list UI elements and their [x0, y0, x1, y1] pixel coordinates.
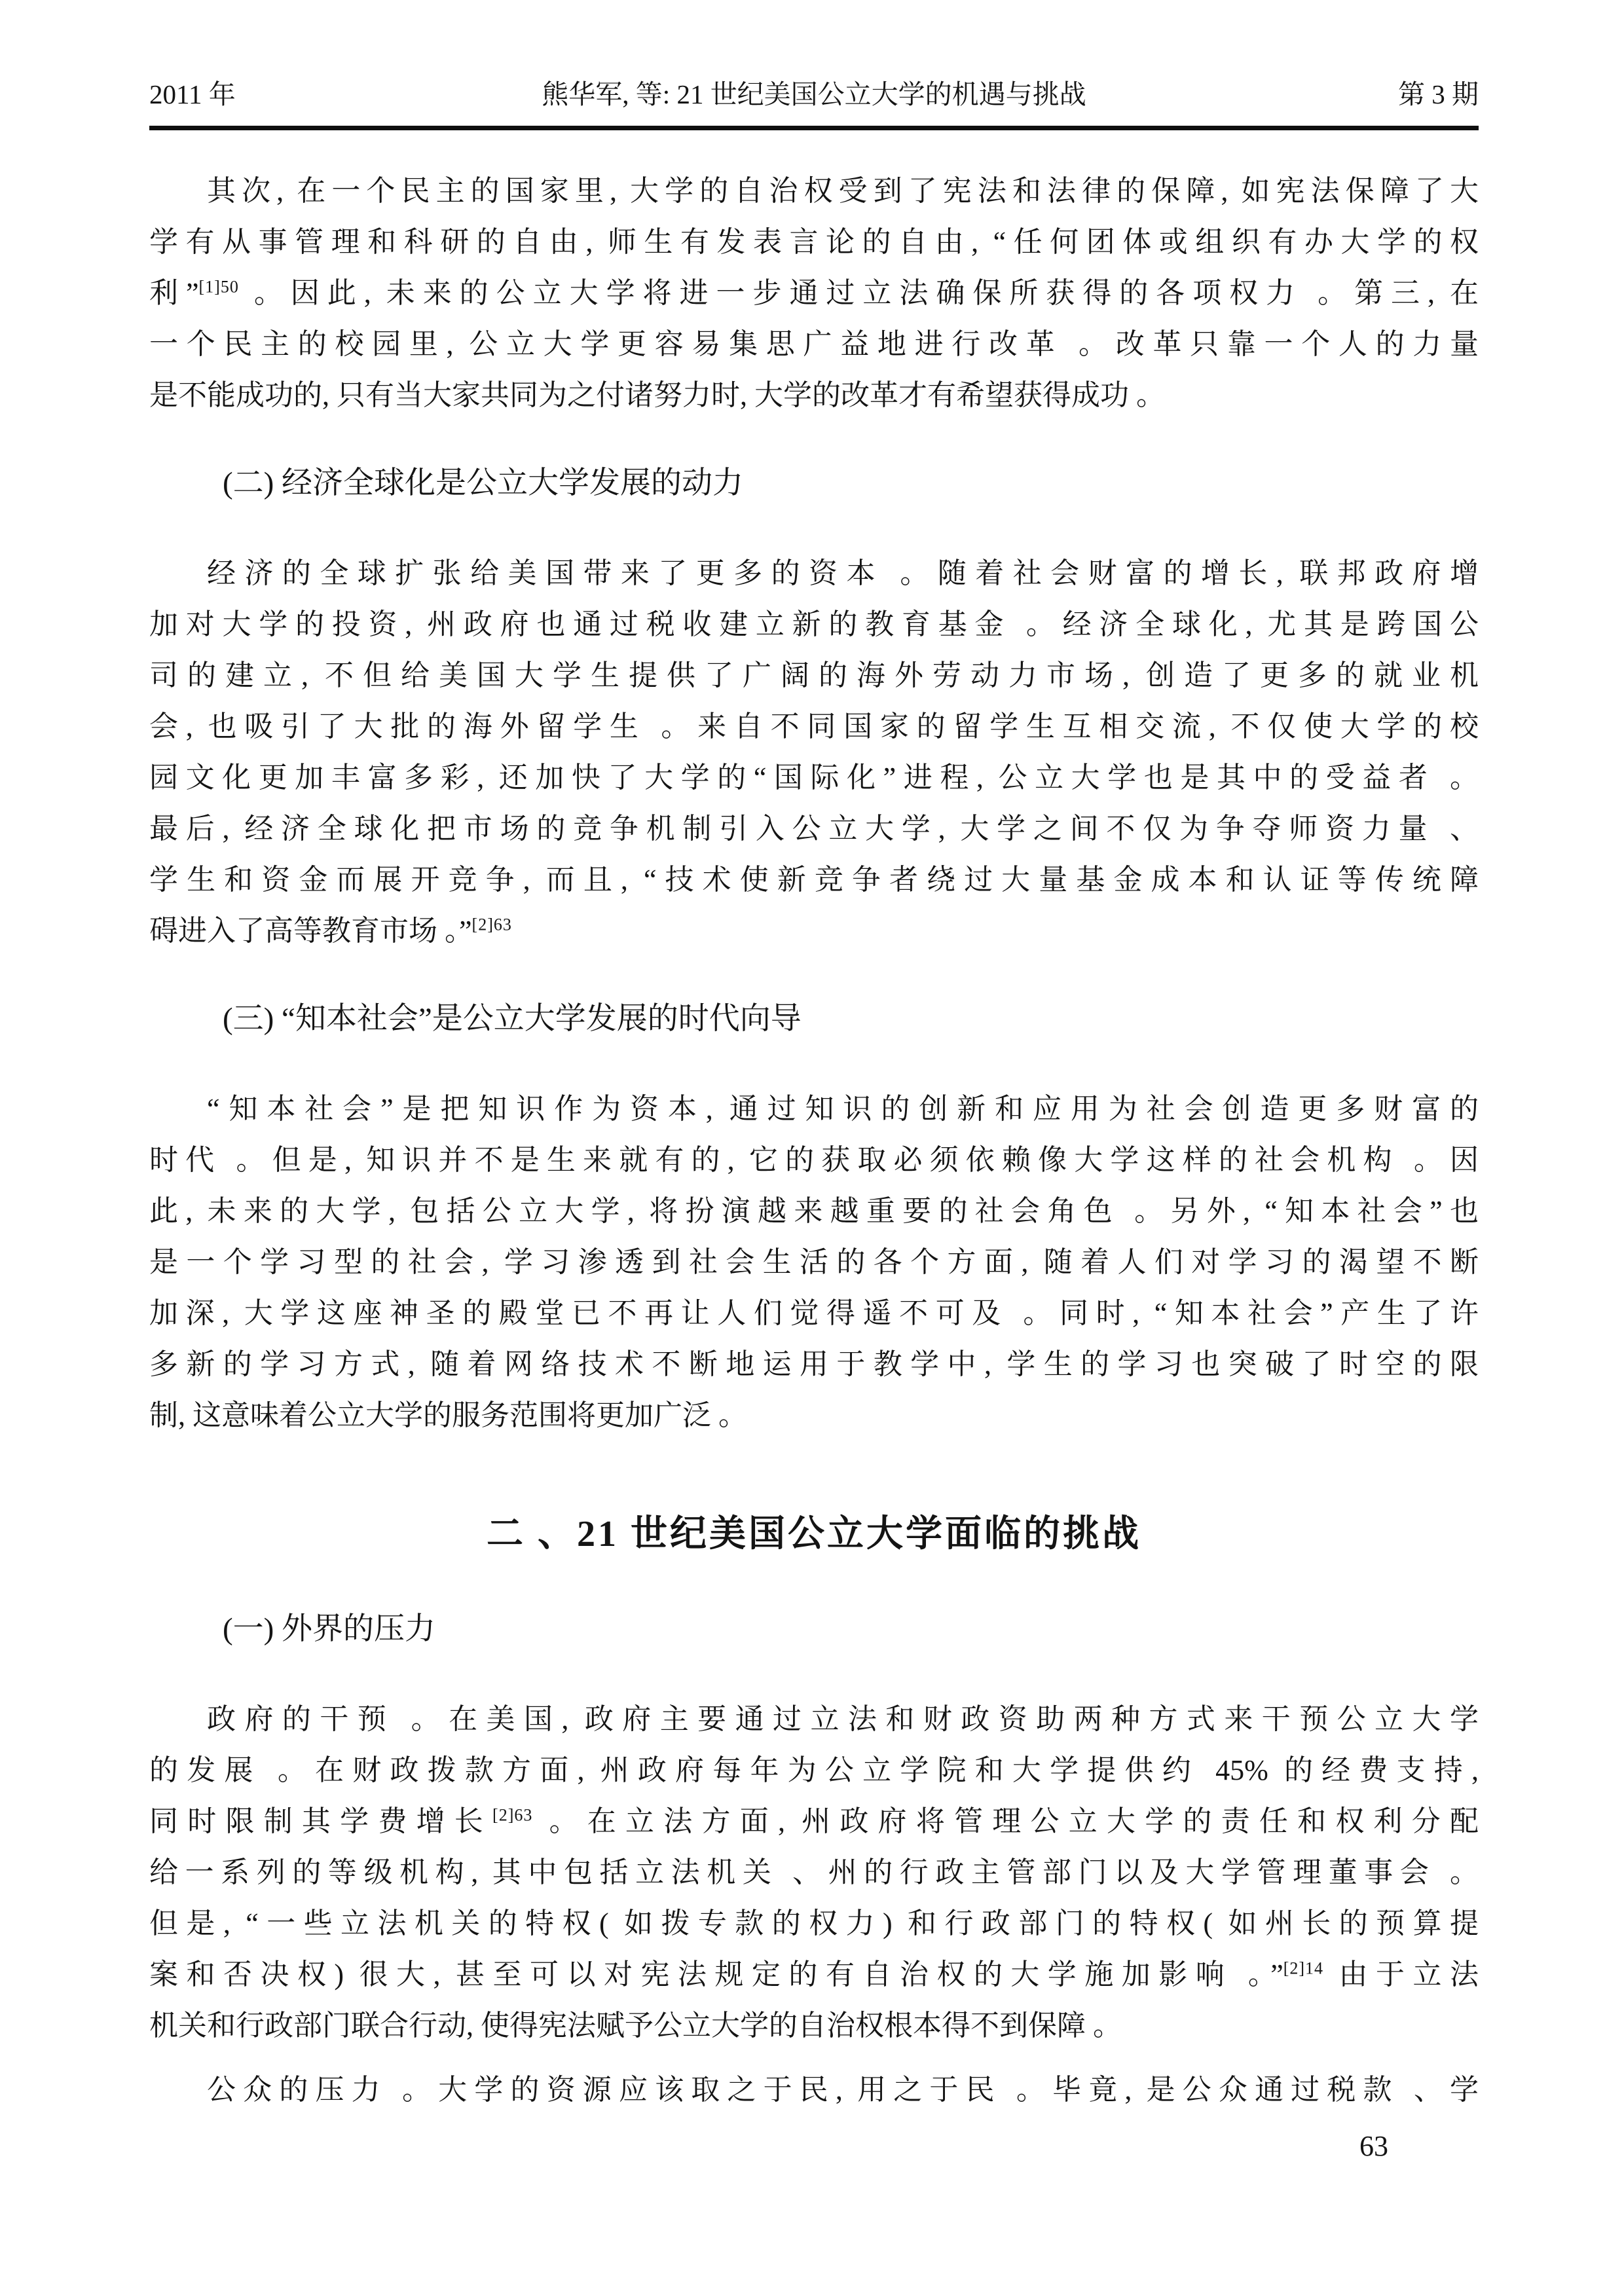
paragraph	[149, 1084, 1479, 1441]
text-line: 机关和行政部门联合行动, 使得宪法赋予公立大学的自治权根本得不到保障 。	[149, 2010, 1122, 2042]
text-line: 是一个学习型的社会, 学习渗透到社会生活的各个方面, 随着人们对学习的渴望不断	[149, 1246, 1479, 1278]
citation-superscript: [2]63	[492, 1805, 533, 1825]
text-line: 政府的干预 。在美国, 政府主要通过立法和财政资助两种方式来干预公立大学	[207, 1703, 1479, 1735]
citation-superscript: [2]63	[471, 915, 512, 934]
text-line: 经济的全球扩张给美国带来了更多的资本 。随着社会财富的增长, 联邦政府增	[207, 557, 1479, 589]
text-line: 加对大学的投资, 州政府也通过税收建立新的教育基金 。经济全球化, 尤其是跨国公	[149, 608, 1479, 640]
page-number: 63	[1359, 2130, 1388, 2162]
text-line: “知本社会”是把知识作为资本, 通过知识的创新和应用为社会创造更多财富的	[207, 1093, 1479, 1125]
text-line: 的发展 。在财政拨款方面, 州政府每年为公立学院和大学提供约 45% 的经费支持,	[149, 1754, 1479, 1786]
citation-superscript: [2]14	[1283, 1958, 1324, 1978]
paragraph	[149, 1694, 1479, 2051]
text-line: 是不能成功的, 只有当大家共同为之付诸努力时, 大学的改革才有希望获得成功 。	[149, 379, 1165, 411]
paragraph	[149, 548, 1479, 957]
text-line: 学生和资金而展开竞争, 而且, “技术使新竞争者绕过大量基金成本和认证等传统障	[149, 864, 1479, 896]
text-line: 学有从事管理和科研的自由, 师生有发表言论的自由, “任何团体或组织有办大学的权	[149, 226, 1479, 258]
text-line: 其次, 在一个民主的国家里, 大学的自治权受到了宪法和法律的保障, 如宪法保障了大	[207, 175, 1479, 207]
header-issue: 第 3 期	[1398, 79, 1479, 109]
page-header	[149, 77, 1479, 111]
text-line: 给一系列的等级机构, 其中包括立法机关 、州的行政主管部门以及大学管理董事会 。	[149, 1856, 1479, 1888]
text-line: 多新的学习方式, 随着网络技术不断地运用于教学中, 学生的学习也突破了时空的限	[149, 1348, 1479, 1380]
text-line: 最后, 经济全球化把市场的竞争机制引入公立大学, 大学之间不仅为争夺师资力量 、	[149, 813, 1479, 845]
text-line: 利”$^{[1]50}$ 。因此, 未来的公立大学将进一步通过立法确保所获得的各项权力 。第三, 在	[149, 277, 1479, 309]
text-line: 一个民主的校园里, 公立大学更容易集思广益地进行改革 。改革只靠一个人的力量	[149, 328, 1479, 360]
section-heading: (一) 外界的压力	[223, 1612, 436, 1646]
paragraph	[149, 2065, 1479, 2116]
text-line: 司的建立, 不但给美国大学生提供了广阔的海外劳动力市场, 创造了更多的就业机	[149, 659, 1479, 691]
text-line: 制, 这意味着公立大学的服务范围将更加广泛 。	[149, 1399, 747, 1431]
header-year: 2011 年	[149, 79, 236, 109]
text-line: 会, 也吸引了大批的海外留学生 。来自不同国家的留学生互相交流, 不仅使大学的校	[149, 710, 1479, 743]
text-line: 公众的压力 。大学的资源应该取之于民, 用之于民 。毕竟, 是公众通过税款 、学	[207, 2074, 1479, 2106]
citation-superscript: [1]50	[198, 277, 239, 297]
text-line: 同时限制其学费增长$^{[2]63}$ 。在立法方面, 州政府将管理公立大学的责任和权利分配	[149, 1805, 1479, 1837]
chapter-heading: 二 、21 世纪美国公立大学面临的挑战	[487, 1514, 1141, 1554]
section-heading: (三) “知本社会”是公立大学发展的时代向导	[223, 1002, 802, 1036]
text-line: 时代 。但是, 知识并不是生来就有的, 它的获取必须依赖像大学这样的社会机构 。因	[149, 1144, 1479, 1176]
section-heading: (二) 经济全球化是公立大学发展的动力	[223, 466, 744, 500]
body-text	[149, 166, 1479, 2116]
text-line: 但是, “一些立法机关的特权( 如拨专款的权力) 和行政部门的特权( 如州长的预算提	[149, 1907, 1479, 1939]
paragraph	[149, 166, 1479, 421]
text-line: 此, 未来的大学, 包括公立大学, 将扮演越来越重要的社会角色 。另外, “知本社会”也	[149, 1195, 1479, 1227]
header-article-title: 熊华军, 等: 21 世纪美国公立大学的机遇与挑战	[542, 79, 1086, 109]
text-line: 案和否决权) 很大, 甚至可以对宪法规定的有自治权的大学施加影响 。”$^{[2]14}$ 由于立法	[149, 1958, 1479, 1991]
text-line: 加深, 大学这座神圣的殿堂已不再让人们觉得遥不可及 。同时, “知本社会”产生了许	[149, 1297, 1479, 1329]
text-line: 碍进入了高等教育市场 。”$^{[2]63}$	[149, 915, 512, 947]
header-rule	[149, 126, 1479, 130]
text-line: 园文化更加丰富多彩, 还加快了大学的“国际化”进程, 公立大学也是其中的受益者 。	[149, 762, 1479, 794]
